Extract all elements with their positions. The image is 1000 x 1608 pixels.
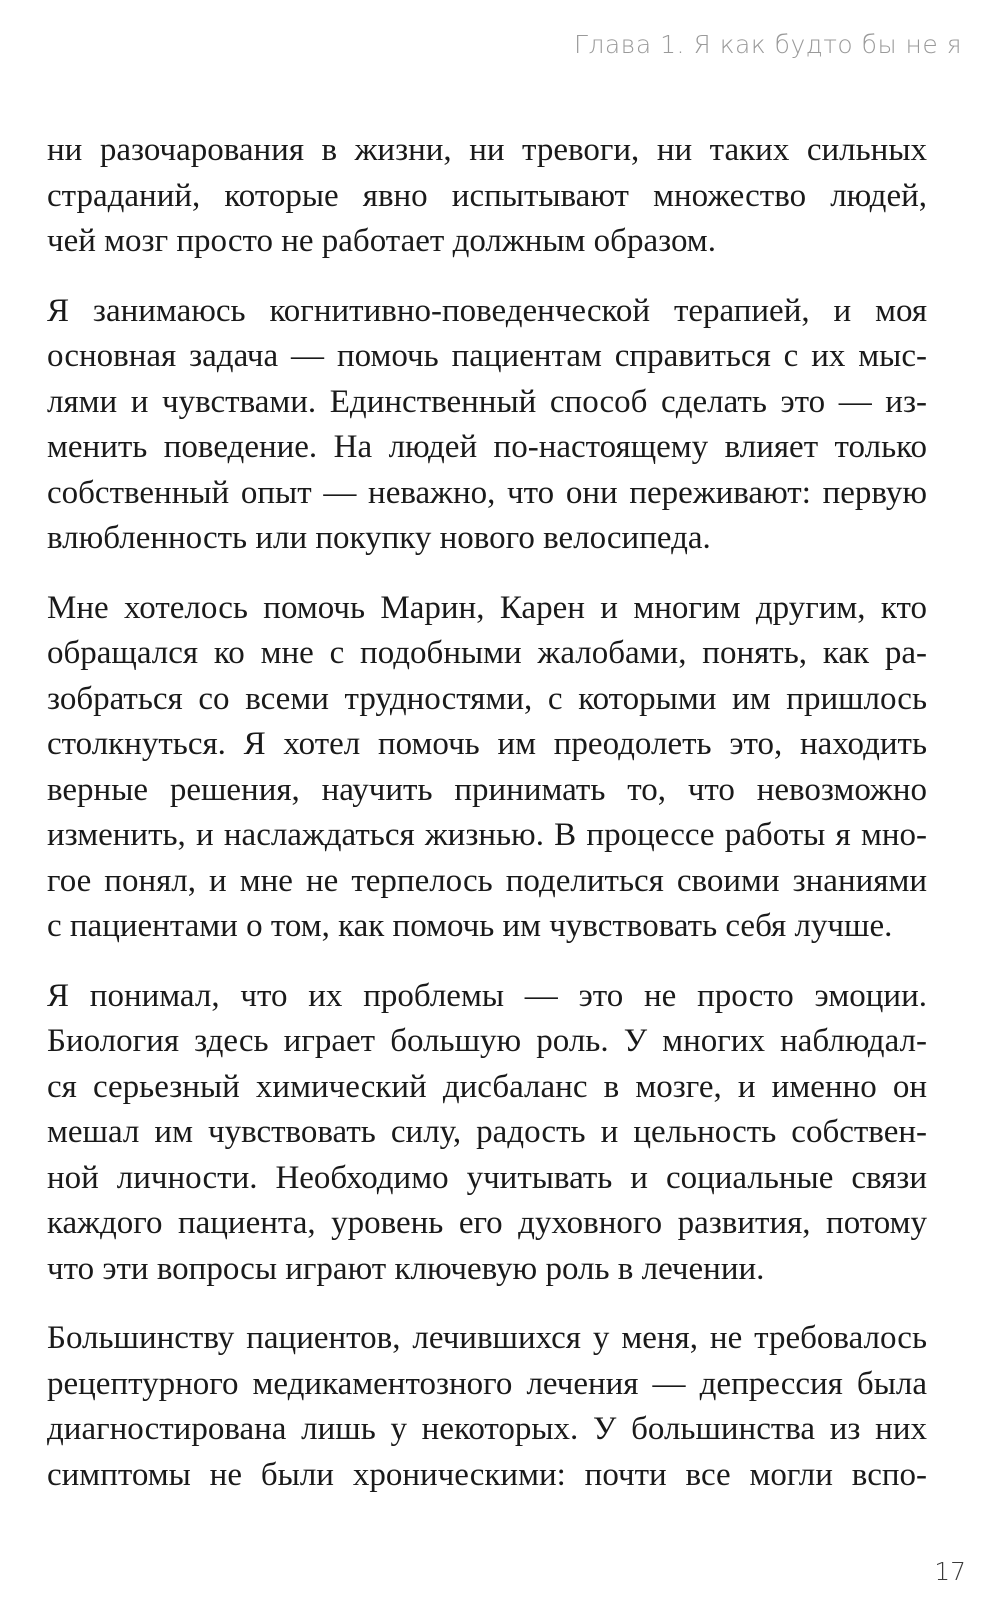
text-line: менить поведение. На людей по-настоящему влияет только (47, 429, 927, 465)
text-line: рецептурного медикаментозного лечения — депрессия была (47, 1365, 927, 1402)
text-line: гое понял, и мне не терпелось поделиться своими знаниями (47, 862, 927, 899)
page-number: 17 (934, 1557, 966, 1586)
text-line: ни разочарования в жизни, ни тревоги, ни таких сильных (47, 132, 927, 168)
text-line: ной личности. Необходимо учитывать и социальные связи (47, 1159, 927, 1196)
text-line: каждого пациента, уровень его духовного развития, потому (47, 1205, 927, 1241)
text-line: лями и чувствами. Единственный способ сделать это — из- (47, 383, 927, 420)
text-line: влюбленность или покупку нового велосипеда. (47, 520, 711, 556)
paragraph (47, 1316, 927, 1498)
text-line: страданий, которые явно испытывают множество людей, (47, 177, 927, 214)
text-line: столкнуться. Я хотел помочь им преодолеть это, находить (47, 726, 927, 762)
text-line: Биология здесь играет большую роль. У многих наблюдал- (47, 1023, 927, 1059)
body-text (47, 128, 927, 1522)
paragraph (47, 974, 927, 1293)
text-line: симптомы не были хроническими: почти все могли вспо- (47, 1456, 927, 1493)
text-line: ся серьезный химический дисбаланс в мозге, и именно он (47, 1068, 927, 1105)
text-line: верные решения, научить принимать то, что невозможно (47, 771, 927, 808)
text-line: мешал им чувствовать силу, радость и цельность собствен- (47, 1114, 927, 1150)
text-line: обращался ко мне с подобными жалобами, понять, как ра- (47, 635, 927, 671)
text-line: чей мозг просто не работает должным образом. (47, 223, 716, 259)
running-head: Глава 1. Я как будто бы не я (573, 30, 962, 59)
text-line: Мне хотелось помочь Марин, Карен и многим другим, кто (47, 589, 927, 626)
paragraph (47, 289, 927, 562)
text-line: Я занимаюсь когнитивно-поведенческой терапией, и моя (47, 292, 927, 329)
text-line: основная задача — помочь пациентам справиться с их мыс- (47, 338, 927, 374)
text-line: диагностирована лишь у некоторых. У большинства из них (47, 1411, 927, 1447)
text-line: зобраться со всеми трудностями, с которыми им пришлось (47, 680, 927, 717)
text-line: Большинству пациентов, лечившихся у меня, не требовалось (47, 1320, 927, 1356)
text-line: собственный опыт — неважно, что они переживают: первую (47, 474, 927, 511)
text-line: с пациентами о том, как помочь им чувствовать себя лучше. (47, 908, 893, 944)
paragraph (47, 586, 927, 950)
paragraph (47, 128, 927, 265)
text-line: изменить, и наслаждаться жизнью. В процессе работы я мно- (47, 817, 927, 853)
text-line: Я понимал, что их проблемы — это не просто эмоции. (47, 977, 927, 1014)
text-line: что эти вопросы играют ключевую роль в лечении. (47, 1250, 765, 1287)
